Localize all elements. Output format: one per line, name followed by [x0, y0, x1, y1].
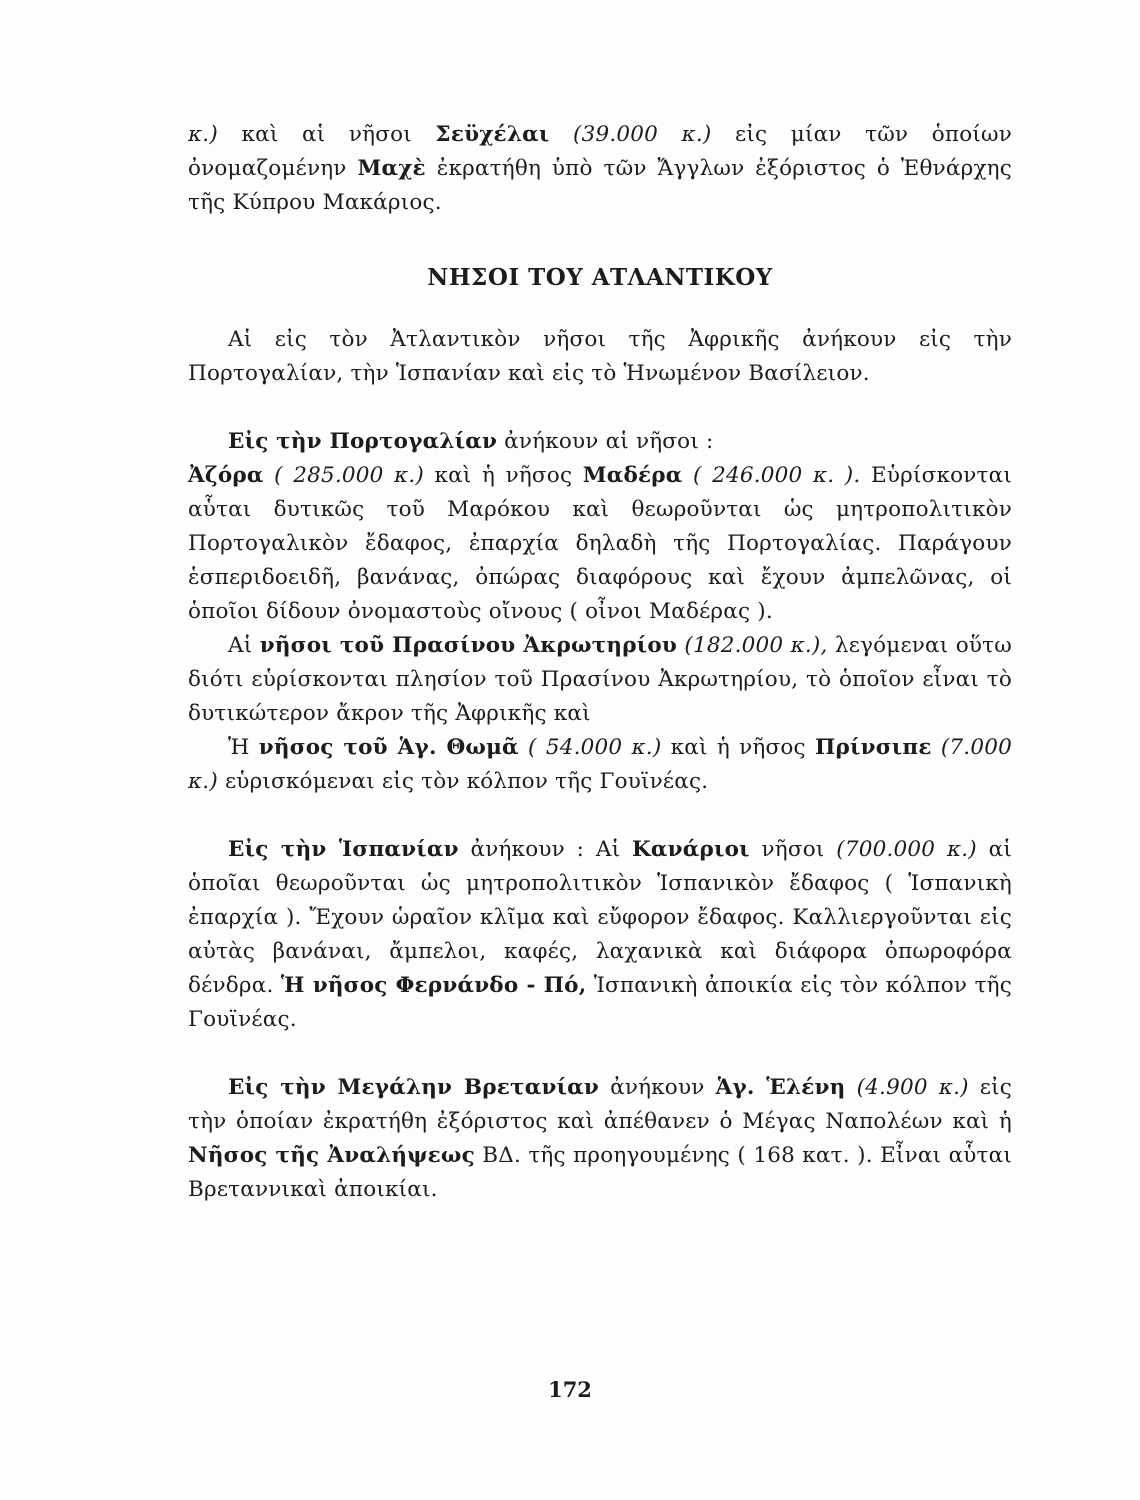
p5-run-8: εὑρισκόμεναι εἰς τὸν κόλπον τῆς Γουϊνέας.	[217, 769, 709, 794]
p5-run-4: καὶ ἡ νῆσος	[661, 735, 815, 760]
p6-run-1: ἀνήκουν : Αἱ	[458, 837, 632, 862]
p6-run-6: Ἡ νῆσος Φερνάνδο - Πό,	[280, 973, 587, 998]
p5-run-0: Ἡ	[228, 735, 259, 760]
p3-run-4: Μαδέρα	[582, 463, 683, 488]
p2-run-0: Εἰς τὴν Πορτογαλίαν	[228, 429, 498, 454]
p3-run-6: ( 246.000 κ. ).	[693, 463, 861, 488]
intro-run-6: Μαχὲ	[357, 156, 426, 181]
paragraph-cape-verde	[188, 629, 1012, 731]
intro-run-0: κ.)	[188, 122, 218, 147]
p3-run-7: Εὑρίσκονται αὗται δυτικῶς τοῦ Μαρόκου καὶ θεωροῦνται ὡς μητροπολιτικὸν Πορτογαλικὸν ἔδαφος, ἐπαρχία δηλαδὴ τῆς Πορτογαλίας. Παράγουν ἑσπεριδοειδῆ, βανάνας, ὀπώρας διαφόρους καὶ ἔχουν ἀμπελῶνας, οἱ ὁποῖοι δίδουν ὀνομαστοὺς οἴνους ( οἶνοι Μαδέρας ).	[188, 463, 1012, 624]
p5-run-6	[932, 735, 941, 760]
paragraph-portugal-heading	[188, 425, 1012, 459]
paragraph-britain	[188, 1071, 1012, 1207]
p7-run-6: Νῆσος τῆς Ἀναλήψεως	[188, 1143, 475, 1168]
paragraph-atlantic-intro	[188, 323, 1012, 391]
intro-paragraph	[188, 118, 1012, 220]
section-heading: ΝΗΣΟΙ ΤΟΥ ΑΤΛΑΝΤΙΚΟΥ	[427, 264, 773, 291]
p7-run-1: ἀνήκουν	[599, 1075, 716, 1100]
intro-run-5: εἰς μίαν τῶν ὁποίων ὀνομαζομένην	[188, 122, 1012, 181]
paragraph-sao-tome	[188, 731, 1012, 799]
p3-run-5	[683, 463, 694, 488]
p4-run-3: (182.000 κ.),	[684, 633, 828, 658]
p6-run-4: (700.000 κ.)	[836, 837, 977, 862]
p5-run-1: νῆσος τοῦ Ἁγ. Θωμᾶ	[258, 735, 519, 760]
p3-run-2: ( 285.000 κ.)	[274, 463, 424, 488]
intro-run-7: ἐκρατήθη ὑπὸ τῶν Ἄγγλων ἐξόριστος ὁ Ἐθνάρχης τῆς Κύπρου Μακάριος.	[188, 156, 1012, 215]
p6-run-7: Ἱσπανικὴ ἀποικία εἰς τὸν κόλπον τῆς Γουϊνέας.	[188, 973, 1012, 1032]
intro-run-3	[549, 122, 573, 147]
p7-run-4: (4.900 κ.)	[856, 1075, 969, 1100]
page-number: 172	[548, 1377, 592, 1402]
p5-run-3: ( 54.000 κ.)	[528, 735, 662, 760]
p1-run-0: Αἱ εἰς τὸν Ἀτλαντικὸν νῆσοι τῆς Ἀφρικῆς ἀνήκουν εἰς τὴν Πορτογαλίαν, τὴν Ἱσπανίαν καὶ εἰς τὸ Ἡνωμένον Βασίλειον.	[188, 327, 1012, 386]
page-body	[188, 118, 1012, 1207]
p5-run-7: (7.000 κ.)	[188, 735, 1012, 794]
p3-run-3: καὶ ἡ νῆσος	[423, 463, 583, 488]
p4-run-1: νῆσοι τοῦ Πρασίνου Ἀκρωτηρίου	[259, 633, 677, 658]
p3-run-1	[264, 463, 275, 488]
intro-run-2: Σεϋχέλαι	[435, 122, 550, 147]
p4-run-4: λεγόμεναι οὕτω διότι εὑρίσκονται πλησίον τοῦ Πρασίνου Ἀκρωτηρίου, τὸ ὁποῖον εἶναι τὸ δυτικώτερον ἄκρον τῆς Ἀφρικῆς καὶ	[188, 633, 1012, 726]
p7-run-7: ΒΔ. τῆς προηγουμένης ( 168 κατ. ). Εἶναι αὗται Βρεταννικαὶ ἀποικίαι.	[188, 1143, 1013, 1202]
p6-run-2: Κανάριοι	[631, 837, 750, 862]
paragraph-azores-madeira	[188, 459, 1012, 629]
intro-run-1: καὶ αἱ νῆσοι	[217, 122, 436, 147]
p5-run-5: Πρίνσιπε	[815, 735, 932, 760]
p5-run-2	[519, 735, 528, 760]
p7-run-5: εἰς τὴν ὁποίαν ἐκρατήθη ἐξόριστος καὶ ἀπέθανεν ὁ Μέγας Ναπολέων καὶ ἡ	[188, 1075, 1012, 1134]
paragraph-spain	[188, 833, 1012, 1037]
p2-run-1: ἀνήκουν αἱ νῆσοι :	[497, 429, 714, 454]
p7-run-2: Ἁγ. Ἑλένη	[715, 1075, 846, 1100]
p7-run-3	[846, 1075, 857, 1100]
p6-run-5: αἱ ὁποῖαι θεωροῦνται ὡς μητροπολιτικὸν Ἱσπανικὸν ἔδαφος ( Ἱσπανικὴ ἐπαρχία ). Ἔχουν ὡραῖον κλῖμα καὶ εὔφορον ἔδαφος. Καλλιεργοῦνται εἰς αὐτὰς βανάναι, ἄμπελοι, καφές, λαχανικὰ καὶ διάφορα ὀπωροφόρα δένδρα.	[188, 837, 1012, 998]
p7-run-0: Εἰς τὴν Μεγάλην Βρετανίαν	[228, 1075, 600, 1100]
p4-run-0: Αἱ	[228, 633, 260, 658]
intro-run-4: (39.000 κ.)	[573, 122, 712, 147]
p6-run-0: Εἰς τὴν Ἱσπανίαν	[228, 837, 459, 862]
p6-run-3: νῆσοι	[749, 837, 837, 862]
p3-run-0: Ἀζόρα	[188, 463, 264, 488]
